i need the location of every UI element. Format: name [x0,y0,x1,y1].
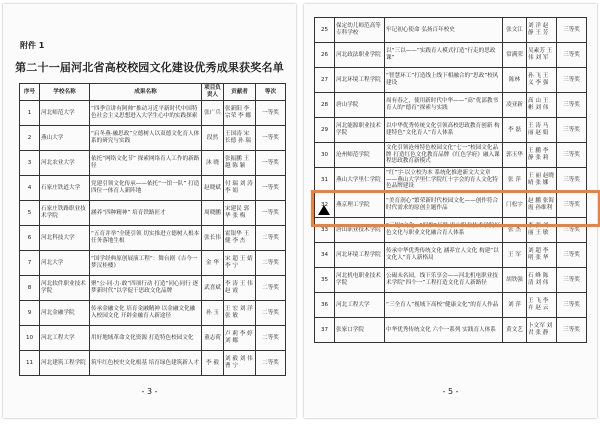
cell-achievement: 以“三以——”实践育人模式打造“行走的思政课” [385,43,503,68]
cell-rank: 三等奖 [557,168,587,193]
cell-rank: 三等奖 [557,18,587,43]
table-row [20,201,286,226]
cell-number: 34 [315,243,335,268]
cell-leader: 门松宇 [503,193,527,218]
cell-leader: 张 萍 [503,168,527,193]
cell-contributors: 付 瑞 刘 涛 李 娟 [224,176,256,201]
cell-rank: 三等奖 [557,43,587,68]
cell-school: 保定幼儿师范高等专科学校 [335,18,385,43]
table-row [20,301,286,326]
cell-rank: 三等奖 [557,268,587,293]
cell-contributors: 刘 超 李 明 张 华 [527,243,557,268]
cell-achievement: 中华优秀传统文化 六个一系列 实践育人体系 [385,318,503,343]
cell-leader: 金 华 [202,251,224,276]
table-row [315,93,587,118]
cell-school: 河北环境工程学院 [335,243,385,268]
table-row [20,351,286,376]
cell-school: 张家口学院 [335,318,385,343]
cell-achievement: “美育润心”繁荣新时代校园文化——创作符合时代需求的原创主题作品 [385,193,503,218]
column-header: 等次 [256,84,286,101]
cell-contributors: 李 涛 王 伟 赵 霞 [224,276,256,301]
cell-achievement: 公碣未名园，线下乐享会——河北机电职业技术学院“四个一”工程打造文化育人新路径 [385,268,503,293]
cell-leader: 张长伟 [202,226,224,251]
cell-school: 河北机电职业技术学院 [335,268,385,293]
cell-achievement: “国学经典原创展演工程”：舞台剧《吉今一梦汉桂楼》 [90,251,202,276]
cell-number: 37 [315,318,335,343]
cell-leader: 沐 晓 [202,151,224,176]
awards-table-left [19,83,286,376]
cell-achievement: “三堤”文化、“四维”互联 唐山职业技术学院红色文化与职业文化融合育人体系 [385,218,503,243]
cell-contributors: 孙 飞 王 义 李 强 [527,68,557,93]
table-row [315,268,587,293]
cell-contributors: 霍银华 王 健 李 杰 [224,226,256,251]
cell-achievement: 以中华优秀传统文化引领高校思政教育创新 构建特色“文化育人”育人体系 [385,118,503,143]
triangle-marker-icon [318,205,330,215]
table-row [20,101,286,126]
cell-contributors: 卢 莉 李 婷 刘 娜 [224,326,256,351]
column-header: 序号 [20,84,40,101]
cell-contributors: 李 强 刘 丽 王 敏 [527,218,557,243]
cell-leader: 董志荷 [202,326,224,351]
cell-contributors: 王 鹏 李 静 张 莉 [527,143,557,168]
cell-number: 2 [20,126,40,151]
awards-table-right [314,17,587,343]
cell-rank: 三等奖 [557,93,587,118]
cell-rank: 三等奖 [557,243,587,268]
cell-school: 石家庄铁道大学 [40,176,90,201]
cell-school: 河北农业大学 [40,151,90,176]
page-number: - 3 - [141,387,158,396]
table-row [20,326,286,351]
cell-number: 36 [315,293,335,318]
cell-leader: 李 毅 [202,351,224,376]
cell-leader: 刘 萍 [503,293,527,318]
cell-number: 11 [20,351,40,376]
cell-contributors: 王 宏 刘 洋 张 敏 [224,301,256,326]
cell-achievement: “启冬燕·融思政”立德树人以双德文化育人体系的研究与实践 [90,126,202,151]
table-row [315,43,587,68]
cell-contributors: 高 山 王 彬 刘 伟 [527,93,557,118]
cell-number: 4 [20,176,40,201]
cell-school: 河北金融学院 [40,301,90,326]
cell-school: 河北大学 [40,251,90,276]
cell-achievement: 依托“网络文化节” 探索网络育人工作的新路径 [90,151,202,176]
cell-leader: 张广兵 [202,101,224,126]
cell-number: 29 [315,118,335,143]
cell-rank: 二等奖 [256,276,286,301]
cell-rank: 三等奖 [557,218,587,243]
column-header: 贡献者 [224,84,256,101]
table-row [315,143,587,168]
page-number: - 5 - [442,387,459,396]
cell-rank: 三等奖 [557,193,587,218]
table-row [315,168,587,193]
cell-contributors: 张振鹏 王 越 陈 颖 [224,151,256,176]
cell-leader: 郭玉华 [503,143,527,168]
cell-school: 燕山大学里仁学院 [335,168,385,193]
cell-leader: 凌亚新 [503,93,527,118]
cell-number: 1 [20,101,40,126]
column-header: 项目负责人 [202,84,224,101]
cell-contributors: 石 峰 陈 清 刘 伟 [527,268,557,293]
attachment-label: 附件 1 [20,41,45,50]
cell-contributors: 卜文军 刘 君 张 静 [527,318,557,343]
cell-contributors: 张新阳 李宗荣 李 娜 [224,101,256,126]
cell-leader: 周晓鹏 [202,201,224,226]
cell-contributors: 王 丽 赵晓晴 张 娜 [527,168,557,193]
cell-school: 燕京理工学院 [335,193,385,218]
table-row [315,68,587,93]
cell-school: 河北科技大学 [40,226,90,251]
cell-number: 30 [315,143,335,168]
cell-number: 32 [315,193,335,218]
cell-rank: 一等奖 [256,201,286,226]
cell-number: 5 [20,201,40,226]
cell-leader: 胡铁强 [503,268,527,293]
table-row [20,251,286,276]
cell-contributors: 刘 洋 赵 静 王 芳 [527,18,557,43]
cell-contributors: 刘 毅 刘 伟 曹 宁 [224,351,256,376]
cell-school: 沧州师范学院 [335,143,385,168]
cell-contributors: 王国涛 宋长德 孙 瑞 [224,126,256,151]
cell-school: 河北建筑工程学院 [40,351,90,376]
table-row [20,176,286,201]
table-row [20,151,286,176]
cell-achievement: “智慧环工”打造线上线下相融合的“思政”校风建设 [385,68,503,93]
cell-contributors: 王 涛 马 丽 赵 娟 [527,118,557,143]
cell-contributors: 宋 超 王 婧 李 宁 [224,251,256,276]
cell-achievement: 传承中华优秀传统文化 涵养宜人文化 构建“以文化人”育人新格局 [385,243,503,268]
cell-school: 河北工程大学 [40,326,90,351]
table-row [20,226,286,251]
cell-contributors: 王 飞 李 卉 赵 云 [527,293,557,318]
cell-achievement: 党建引领文化传承——依托“一馆一队” 打造四位一体育人新阵地 [90,176,202,201]
highlight-box [311,190,600,227]
cell-rank: 一等奖 [256,126,286,151]
cell-leader: 王 军 [503,243,527,268]
cell-contributors: 宋建民 郭 华 张 梅 [224,201,256,226]
cell-achievement: 涵养“四种精神” 培育铁路匠才 [90,201,202,226]
cell-achievement: 用好地域革命文化资源 打造特色校园文化 [90,326,202,351]
cell-school: 河北软件职业技术学院 [40,276,90,301]
table-row [20,276,286,301]
cell-school: 河北师范大学 [40,101,90,126]
cell-number: 35 [315,268,335,293]
cell-leader: 李 磊 [503,118,527,143]
cell-leader: 陈林 [503,68,527,93]
cell-rank: 三等奖 [557,118,587,143]
cell-number: 9 [20,301,40,326]
cell-number: 7 [20,251,40,276]
cell-number: 25 [315,18,335,43]
cell-number: 6 [20,226,40,251]
cell-achievement: 筑牢红色校史文化根基 培育绿色建筑新人才 [90,351,202,376]
cell-leader: 段然 [202,126,224,151]
cell-number: 26 [315,43,335,68]
cell-rank: 三等奖 [557,318,587,343]
cell-achievement: 周有春之，使用新时代中华——“高”优部教书育人的“德育”探索与实践 [385,93,503,118]
cell-achievement: “三全育人”视域下高校“健康文化”的育人作品 [385,293,503,318]
cell-school: 河北工程大学 [335,293,385,318]
table-row [315,118,587,143]
cell-rank: 三等奖 [557,293,587,318]
cell-rank: 二等奖 [256,301,286,326]
cell-school: 石家庄铁路职业技术学院 [40,201,90,226]
cell-achievement: 传承金融文化 培育金融精神 以金融文化融入校园文化 开辟金融育人新途径 [90,301,202,326]
cell-school: 燕山大学 [40,126,90,151]
cell-rank: 二等奖 [256,251,286,276]
cell-number: 10 [20,326,40,351]
cell-contributors: 吴素芳 王 伟 刘 军 [527,43,557,68]
document-page-left [3,4,296,418]
cell-achievement: 文化引领沧州特色校园文化“七一”校园文化品牌 打造红色文化教育品牌《红色学府》融入课程思政教育新模式 [385,143,503,168]
cell-rank: 一等奖 [256,151,286,176]
cell-rank: 一等奖 [256,101,286,126]
cell-school: 河北环境工程学院 [335,68,385,93]
table-row [315,293,587,318]
cell-leader: 黄文艺 [503,318,527,343]
cell-number: 33 [315,218,335,243]
table-row [315,243,587,268]
cell-achievement: “四季宣讲有阿帅”推动习近平新时代中国特色社会主义思想进入大学生心中的实践探索 [90,101,202,126]
table-row [315,318,587,343]
cell-leader: 张文江 [503,18,527,43]
cell-school: 河北能源职业技术学院 [335,118,385,143]
cell-leader: 武喜斌 [202,276,224,301]
cell-leader: 赵晓斌 [202,176,224,201]
table-header-row [20,84,286,101]
cell-school: 唐山学院 [335,93,385,118]
column-header: 学校名称 [40,84,90,101]
cell-school: 唐山职业技术学院 [335,218,385,243]
cell-leader: 常满荣 [503,43,527,68]
cell-leader: 孙 玉 [202,301,224,326]
cell-rank: 三等奖 [557,143,587,168]
cell-rank: 一等奖 [256,176,286,201]
cell-achievement: 牢记初心使命 弘扬百年校史 [385,18,503,43]
cell-achievement: “红”字·以立校为本 系统化推进新文大文章——燕山大学里仁学院红十字会的育人文化特色品牌建设 [385,168,503,193]
cell-number: 27 [315,68,335,93]
cell-contributors: 赵 鹏 张海霞 孙维利 [527,193,557,218]
table-row [315,18,587,43]
cell-rank: 二等奖 [256,226,286,251]
cell-school: 河北政法职业学院 [335,43,385,68]
cell-achievement: 聚“公·同·力·敢”四项行动 打造“同心同行 逐梦新时代”以学促干思政文化品牌 [90,276,202,301]
column-header: 成果名称 [90,84,202,101]
cell-number: 3 [20,151,40,176]
cell-number: 28 [315,93,335,118]
cell-achievement: “五育并举”全链引领 切实推进立德树人根本任务落地生根 [90,226,202,251]
table-row [20,126,286,151]
cell-leader: 张 杰 [503,218,527,243]
cell-rank: 三等奖 [557,68,587,93]
cell-rank: 二等奖 [256,326,286,351]
cell-rank: 二等奖 [256,351,286,376]
cell-number: 31 [315,168,335,193]
document-title: 第二十一届河北省高校校园文化建设优秀成果获奖名单 [15,61,284,74]
cell-number: 8 [20,276,40,301]
